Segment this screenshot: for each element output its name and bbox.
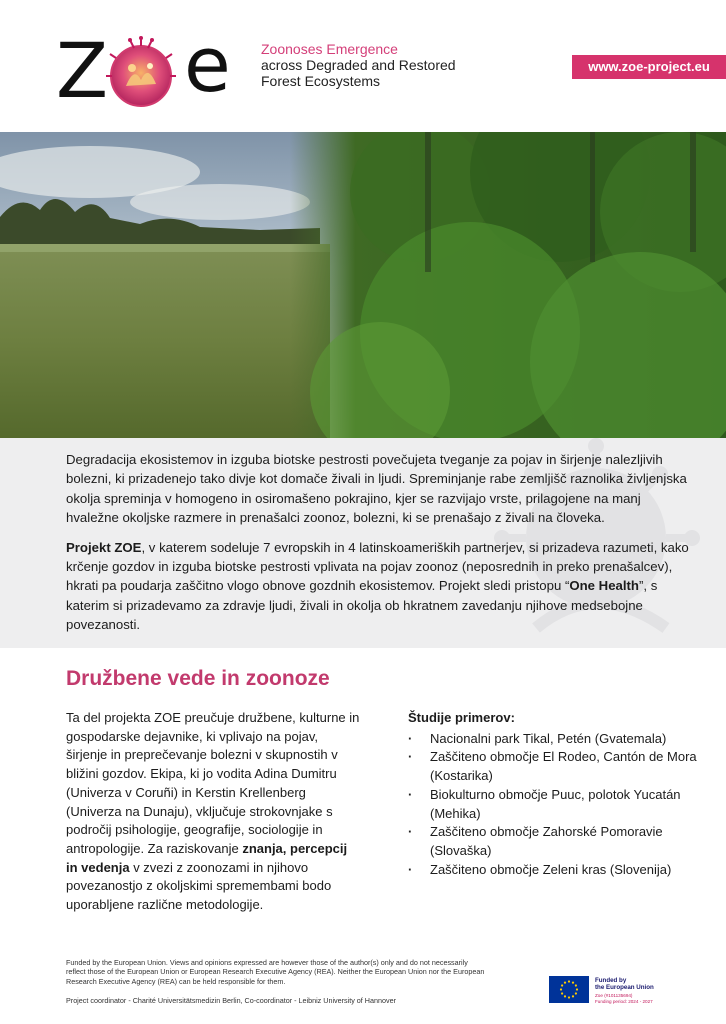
footer-disclaimer: Funded by the European Union. Views and opinions expressed are however those of the author(s) only and do not necessarily reflect those of the European Union or European Research Executive Agency (REA). Neither the European Union nor the European Research Executive Agency (REA) can be held responsible for them. [66,958,485,986]
list-item: · Nacionalni park Tikal, Petén (Gvatemala) [408,730,708,749]
logo-globe-icon [104,36,178,110]
project-zoe-bold: Projekt ZOE [66,539,142,555]
tagline-line-2: across Degraded and Restored [261,57,456,73]
section-description: Ta del projekta ZOE preučuje družbene, kulturne in gospodarske dejavnike, ki vplivajo na pojav, širjenje in preprečevanje bolezni v skupnostih v bližini gozdov. Ekipa, ki jo vodita Adina Dumitru (Univerza v Coruñi) in Kerstin Krellenberg (Univerza na Dunaju), vključuje strokovnjake s področij psihologije, geografije, sociologije in antropologije. Za raziskovanje znanja, percepcij in vedenja v zvezi z zoonozami in njihovo povezanostjo z okoljskimi spremembami bodo uporabljene različne metodologije. [66,710,360,913]
tagline-line-1: Zoonoses Emergence [261,41,398,57]
intro-paragraph-2: Projekt ZOE, v katerem sodeluje 7 evropskih in 4 latinskoameriških partnerjev, si prizadeva razumeti, kako krčenje gozdov in izguba biotske pestrosti vplivata na pojav zoonoz (neposrednih in preko prenašalcev), hkrati pa poudarja zaščitno vlogo obnove gozdnih ekosistemov. Projekt sledi pristopu “One Health”, s katerim si prizadevamo za zdravje ljudi, živali in okolja ob hkratnem zavedanju njihove medsebojne povezanosti. [66,539,689,633]
list-item: · Biokulturno območje Puuc, polotok Yucatán (Mehika) [408,786,708,823]
tagline-line-3: Forest Ecosystems [261,73,381,89]
project-tagline [261,41,456,89]
knowledge-bold: znanja, percepcij in vedenja [66,840,348,875]
eu-flag-icon [549,976,589,1003]
eu-funding-label: Funded by the European Union Zoe (#101135694) Funding period: 2024 - 2027 [595,977,715,1005]
section-title: Družbene vede in zoonoze [66,667,330,690]
intro-text [66,450,692,645]
list-item: · Zaščiteno območje Zahorské Pomoravie (Slovaška) [408,823,708,860]
zoe-logo: Z e [56,20,231,115]
list-item: · Zaščiteno območje El Rodeo, Cantón de Mora (Kostarika) [408,748,708,785]
landscape-photo [0,132,726,438]
case-studies [408,709,708,879]
case-studies-title: Študije primerov: [408,710,515,725]
intro-section [0,438,726,648]
eu-funding-period: Funding period: 2024 - 2027 [595,999,653,1005]
project-url-badge[interactable]: www.zoe-project.eu [572,55,726,79]
one-health-bold: One Health [569,578,639,594]
eu-grant-number: Zoe (#101135694) [595,993,633,999]
case-studies-list [408,730,708,880]
intro-paragraph-1: Degradacija ekosistemov in izguba biotske pestrosti povečujeta tveganje za pojav in širjenje nalezljivih bolezni, ki prizadenejo tako divje kot domače živali in ljudi. Spreminjanje rabe zemljišč raznolika življenjska okolja spreminja v homogeno in osiromašeno pokrajino, kjer se razvijajo vrste, prilagojene na manj hvaležne okoljske razmere in prenašalci zoonoz, bolezni, ki se prenašajo z živali na človeka. [66,452,687,526]
footer-coordinator: Project coordinator - Charité Universitätsmedizin Berlin, Co-coordinator - Leibniz University of Hannover [66,996,396,1005]
list-item: · Zaščiteno območje Zeleni kras (Slovenija) [408,861,708,880]
page-header [0,0,726,132]
